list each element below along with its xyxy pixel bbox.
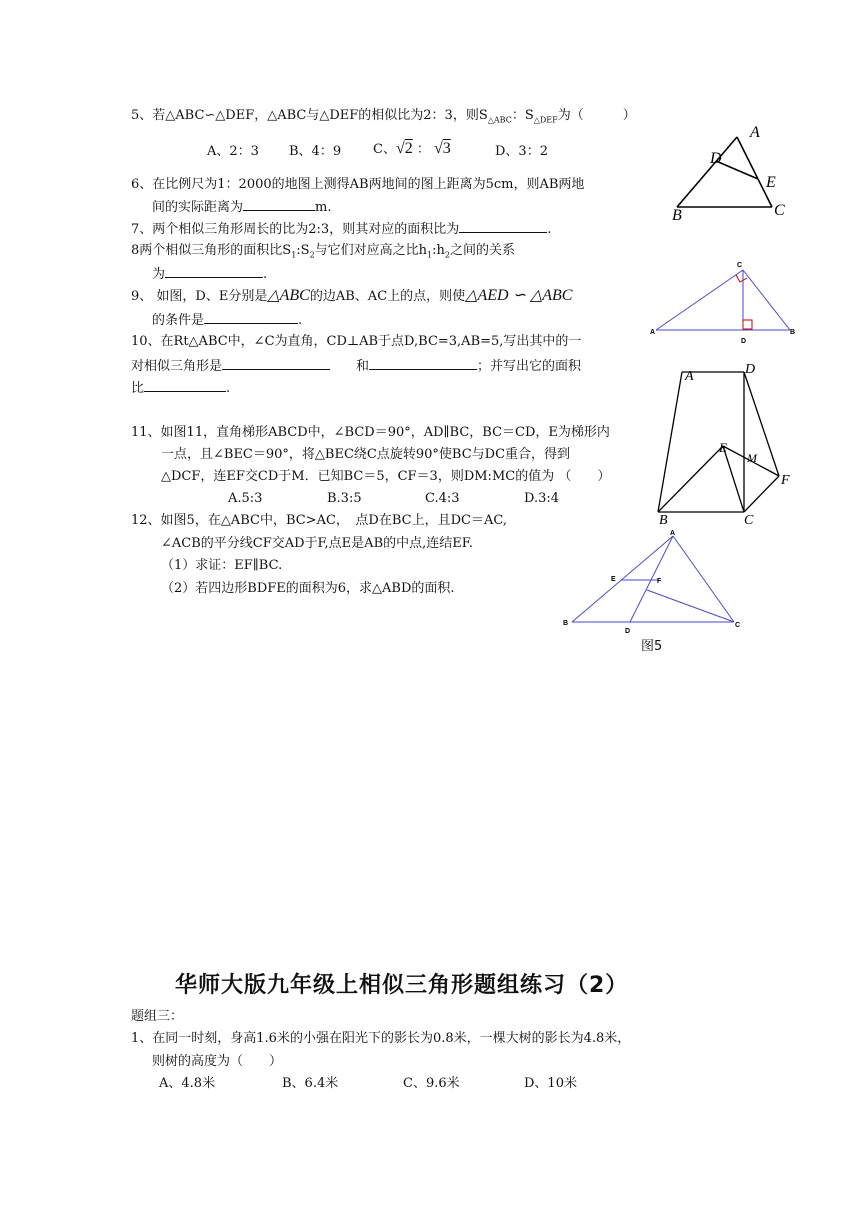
q11-option-a: A.5:3 [228,491,263,506]
svg-text:F: F [657,578,662,585]
q6-line2: 间的实际距离为 m. [152,197,331,217]
svg-text:A: A [685,369,694,384]
q8-line2: 为 . [152,264,267,284]
svg-text:A: A [650,329,656,336]
q1-option-c: C、9.6米 [403,1076,460,1091]
svg-text:D: D [741,338,747,345]
q11-option-c: C.4:3 [425,491,460,506]
svg-text:A: A [670,530,676,537]
q11-option-d: D.3:4 [524,491,560,506]
svg-text:C: C [774,202,785,219]
figure-right-triangle [650,258,800,348]
q1-option-d: D、10米 [524,1076,577,1091]
svg-text:E: E [766,174,776,191]
q12-line4: （2）若四边形BDFE的面积为6，求△ABD的面积. [161,581,455,596]
svg-text:D: D [745,362,756,377]
q10-line2: 对相似三角形是 和 ；并写出它的面积 [131,356,581,376]
figure-11-trapezoid [653,360,798,528]
svg-text:E: E [719,440,727,455]
q11-line3: △DCF，连EF交CD于M．已知BC＝5，CF＝3，则DM:MC的值为 （ ） [161,469,611,484]
q6-line1: 6、在比例尺为1：2000的地图上测得AB两地间的图上距离为5cm，则AB两地 [131,177,585,192]
q10-line3: 比 . [131,378,230,398]
q9-line1: 9、 如图，D、E分别是△ABC的边AB、AC上的点，则使△AED ∽ △ABC [131,287,573,304]
q10-line1: 10、在Rt△ABC中，∠C为直角，CD⊥AB于点D,BC=3,AB=5,写出其中的一 [131,334,582,349]
q11-option-b: B.3:5 [327,491,362,506]
svg-text:F: F [781,473,790,488]
q5-stem: 5、若△ABC∽△DEF，△ABC与△DEF的相似比为2：3，则$S_{\triangle ABC}$：$S_{\triangle DEF}$为（ ） [131,108,636,125]
svg-text:E: E [611,576,616,583]
svg-text:B: B [790,329,796,336]
q8-line1: 8两个相似三角形的面积比$S_1:S_2$与它们对应高之比$h_1:h_2$之间的关系 [131,243,516,260]
q12-line3: （1）求证：EF∥BC. [161,558,283,573]
q11-line1: 11、如图11，直角梯形ABCD中，∠BCD＝90°，AD∥BC，BC＝CD，E为梯形内 [131,425,610,440]
group-label: 题组三： [131,1009,184,1024]
q1-line1: 1、在同一时刻，身高1.6米的小强在阳光下的影长为0.8米，一棵大树的影长为4.8米， [131,1031,631,1046]
figure-triangle-de [665,120,795,225]
q7: 7、两个相似三角形周长的比为2:3，则其对应的面积比为 . [131,219,551,239]
svg-text:C: C [744,513,754,528]
figure-5-caption: 图5 [641,639,663,654]
q11-line2: 一点，且∠BEC＝90°，将△BEC绕C点旋转90°使BC与DC重合，得到 [161,447,571,462]
svg-text:C: C [737,262,743,269]
q1-option-a: A、4.8米 [159,1076,216,1091]
svg-text:C: C [735,622,741,629]
q5-option-c: C、√2 ： √3 [373,140,451,157]
svg-text:B: B [563,620,569,627]
q9-line2: 的条件是 . [152,310,302,330]
svg-text:D: D [625,628,631,635]
q12-line2: ∠ACB的平分线CF交AD于F,点E是AB的中点,连结EF. [161,536,473,551]
svg-text:D: D [710,150,722,167]
q5-option-d: D、3：2 [495,144,548,159]
svg-text:B: B [659,513,668,528]
q5-option-b: B、4：9 [289,144,342,159]
svg-text:M: M [747,451,757,465]
svg-text:A: A [750,124,760,141]
q12-line1: 12、如图5，在△ABC中，BC>AC， 点D在BC上，且DC＝AC, [131,513,507,528]
q1-line2: 则树的高度为（ ） [152,1054,283,1069]
svg-text:B: B [672,207,682,224]
page-title: 华师大版九年级上相似三角形题组练习（2） [175,973,629,998]
q1-option-b: B、6.4米 [282,1076,339,1091]
q5-option-a: A、2：3 [207,144,259,159]
